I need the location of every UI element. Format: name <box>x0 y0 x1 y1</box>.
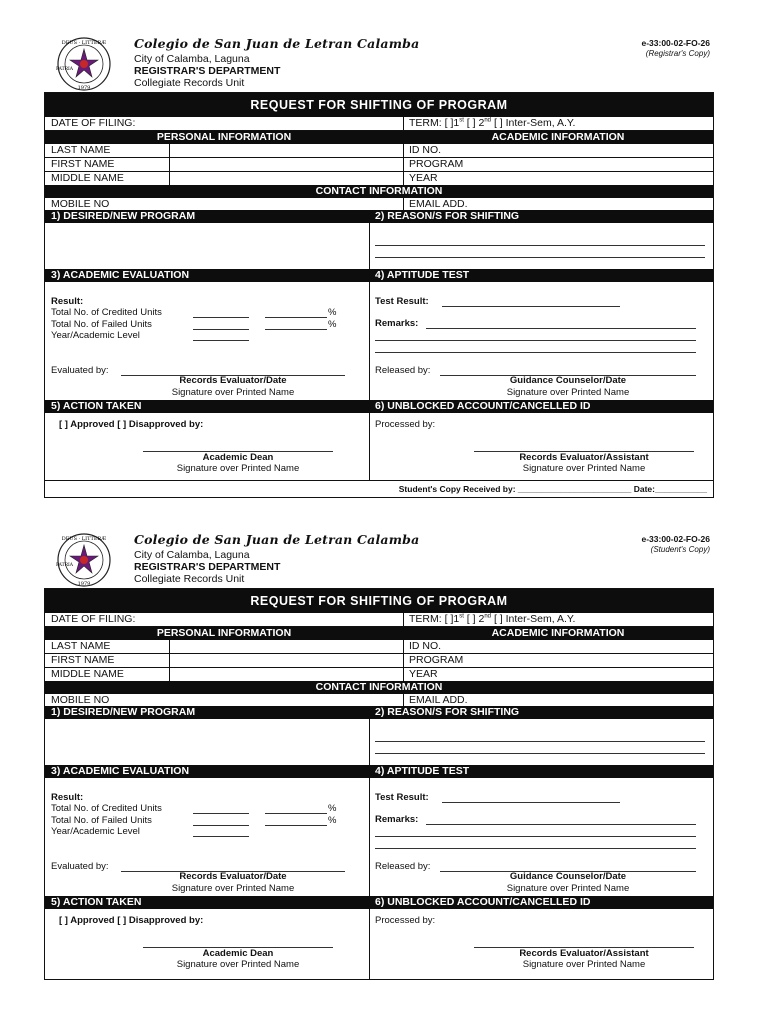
id-no-field[interactable]: ID NO. <box>403 640 713 653</box>
section-3-4-body <box>45 778 713 896</box>
aptitude-test-box <box>369 778 713 896</box>
remarks-line <box>375 836 696 837</box>
shifting-form <box>44 92 714 498</box>
credited-units-field[interactable] <box>193 317 249 318</box>
signature-label: Signature over Printed Name <box>176 463 300 474</box>
section-5-6-header <box>45 400 713 413</box>
desired-program-field[interactable] <box>45 223 369 269</box>
year-level-field[interactable] <box>193 340 249 341</box>
remarks-label: Remarks: <box>375 318 419 329</box>
approval-checkboxes[interactable]: [ ] Approved [ ] Disapproved by: <box>59 419 204 430</box>
aptitude-test-header: 4) APTITUDE TEST <box>375 269 470 281</box>
year-field[interactable]: YEAR <box>403 172 713 185</box>
approval-checkboxes[interactable]: [ ] Approved [ ] Disapproved by: <box>59 915 204 926</box>
middle-name-field[interactable] <box>169 668 403 681</box>
contact-row <box>45 694 713 706</box>
first-name-row <box>45 158 713 172</box>
first-name-row <box>45 654 713 668</box>
section-3-4-body <box>45 282 713 400</box>
signature-label: Signature over Printed Name <box>522 463 646 474</box>
svg-text:1979: 1979 <box>77 85 91 91</box>
date-term-row <box>45 117 713 131</box>
failed-percent-field[interactable] <box>265 329 327 330</box>
academic-evaluation-box <box>45 282 369 400</box>
reasons-field[interactable] <box>369 223 713 269</box>
credited-percent-field[interactable] <box>265 813 327 814</box>
credited-units-field[interactable] <box>193 813 249 814</box>
remarks-line <box>375 352 696 353</box>
school-city: City of Calamba, Laguna <box>134 549 250 561</box>
form-code: e-33:00-02-FO-26 <box>641 38 710 48</box>
last-name-field[interactable] <box>169 640 403 653</box>
reasons-field[interactable] <box>369 719 713 765</box>
first-name-field[interactable] <box>169 654 403 667</box>
last-name-label: LAST NAME <box>51 144 111 156</box>
desired-program-field[interactable] <box>45 719 369 765</box>
term-field[interactable]: TERM: [ ]1st [ ] 2nd [ ] Inter-Sem, A.Y. <box>403 117 713 130</box>
action-taken-header: 5) ACTION TAKEN <box>51 400 142 412</box>
reason-line <box>375 245 705 246</box>
reason-line <box>375 753 705 754</box>
credited-units-label: Total No. of Credited Units <box>51 307 162 318</box>
last-name-field[interactable] <box>169 144 403 157</box>
form-code: e-33:00-02-FO-26 <box>641 534 710 544</box>
personal-information-header: PERSONAL INFORMATION <box>156 627 292 639</box>
section-1-2-body <box>45 719 713 765</box>
remarks-field[interactable] <box>426 824 696 825</box>
svg-text:1979: 1979 <box>77 581 91 587</box>
remarks-line <box>375 848 696 849</box>
middle-name-label: MIDDLE NAME <box>51 172 124 184</box>
guidance-counselor-date-label: Guidance Counselor/Date <box>509 375 627 386</box>
unblocked-account-header: 6) UNBLOCKED ACCOUNT/CANCELLED ID <box>375 400 591 412</box>
signature-label: Signature over Printed Name <box>506 883 630 894</box>
school-name: Colegio de San Juan de Letran Calamba <box>134 532 420 547</box>
academic-evaluation-header: 3) ACADEMIC EVALUATION <box>51 765 190 777</box>
received-row <box>45 481 713 497</box>
copy-label: (Student's Copy) <box>650 545 710 554</box>
svg-text:DEUS · LITTERÆ: DEUS · LITTERÆ <box>61 40 107 46</box>
form-header <box>44 36 714 92</box>
unblocked-account-box <box>369 909 713 979</box>
date-of-filing-label: DATE OF FILING: <box>51 117 136 129</box>
year-field[interactable]: YEAR <box>403 668 713 681</box>
last-name-label: LAST NAME <box>51 640 111 652</box>
failed-units-field[interactable] <box>193 329 249 330</box>
info-section-headers <box>45 627 713 640</box>
year-level-field[interactable] <box>193 836 249 837</box>
unit-name: Collegiate Records Unit <box>134 77 245 89</box>
email-field[interactable]: EMAIL ADD. <box>403 694 713 706</box>
percent-sign: % <box>328 319 337 330</box>
percent-sign: % <box>328 815 337 826</box>
failed-units-field[interactable] <box>193 825 249 826</box>
academic-evaluation-header: 3) ACADEMIC EVALUATION <box>51 269 190 281</box>
failed-percent-field[interactable] <box>265 825 327 826</box>
signature-label: Signature over Printed Name <box>522 959 646 970</box>
form-header <box>44 532 714 588</box>
registrar-copy <box>44 36 714 498</box>
last-name-row <box>45 144 713 158</box>
records-evaluator-date-label: Records Evaluator/Date <box>179 871 287 882</box>
unblocked-account-header: 6) UNBLOCKED ACCOUNT/CANCELLED ID <box>375 896 591 908</box>
failed-units-label: Total No. of Failed Units <box>51 319 152 330</box>
contact-information-header: CONTACT INFORMATION <box>45 185 713 198</box>
academic-dean-label: Academic Dean <box>202 948 274 959</box>
form-title: REQUEST FOR SHIFTING OF PROGRAM <box>45 93 713 117</box>
reason-line <box>375 741 705 742</box>
svg-text:PATRIA: PATRIA <box>56 563 74 568</box>
form-title: REQUEST FOR SHIFTING OF PROGRAM <box>45 589 713 613</box>
department-name: REGISTRAR'S DEPARTMENT <box>134 65 281 77</box>
section-3-4-header <box>45 765 713 778</box>
desired-program-header: 1) DESIRED/NEW PROGRAM <box>51 706 196 718</box>
unit-name: Collegiate Records Unit <box>134 573 245 585</box>
program-field[interactable]: PROGRAM <box>403 654 713 667</box>
year-level-label: Year/Academic Level <box>51 826 140 837</box>
processed-by-label: Processed by: <box>375 915 436 926</box>
mobile-no-field[interactable]: MOBILE NO <box>51 694 110 706</box>
school-seal-icon <box>52 532 116 588</box>
svg-text:DEUS · LITTERÆ: DEUS · LITTERÆ <box>61 536 107 542</box>
date-of-filing-label: DATE OF FILING: <box>51 613 136 625</box>
middle-name-field[interactable] <box>169 172 403 185</box>
remarks-field[interactable] <box>426 328 696 329</box>
school-city: City of Calamba, Laguna <box>134 53 250 65</box>
records-evaluator-assistant-label: Records Evaluator/Assistant <box>519 452 649 463</box>
records-evaluator-assistant-label: Records Evaluator/Assistant <box>519 948 649 959</box>
action-taken-header: 5) ACTION TAKEN <box>51 896 142 908</box>
middle-name-row <box>45 172 713 185</box>
personal-information-header: PERSONAL INFORMATION <box>156 131 292 143</box>
copy-label: (Registrar's Copy) <box>645 49 710 58</box>
contact-information-header: CONTACT INFORMATION <box>45 681 713 694</box>
mobile-no-field[interactable]: MOBILE NO <box>51 198 110 210</box>
signature-label: Signature over Printed Name <box>176 959 300 970</box>
failed-units-label: Total No. of Failed Units <box>51 815 152 826</box>
section-1-2-body <box>45 223 713 269</box>
info-section-headers <box>45 131 713 144</box>
last-name-row <box>45 640 713 654</box>
id-no-field[interactable]: ID NO. <box>403 144 713 157</box>
academic-information-header: ACADEMIC INFORMATION <box>491 627 625 639</box>
first-name-label: FIRST NAME <box>51 654 115 666</box>
section-3-4-header <box>45 269 713 282</box>
student-copy <box>44 532 714 980</box>
school-seal-icon <box>52 36 116 92</box>
evaluated-by-label: Evaluated by: <box>51 365 109 376</box>
signature-label: Signature over Printed Name <box>171 883 295 894</box>
date-term-row <box>45 613 713 627</box>
section-5-6-body <box>45 909 713 979</box>
unblocked-account-box <box>369 413 713 480</box>
year-level-label: Year/Academic Level <box>51 330 140 341</box>
program-field[interactable]: PROGRAM <box>403 158 713 171</box>
signature-label: Signature over Printed Name <box>506 387 630 398</box>
percent-sign: % <box>328 307 337 318</box>
reason-line <box>375 257 705 258</box>
test-result-field[interactable] <box>442 306 620 307</box>
middle-name-label: MIDDLE NAME <box>51 668 124 680</box>
aptitude-test-header: 4) APTITUDE TEST <box>375 765 470 777</box>
released-by-label: Released by: <box>375 365 431 376</box>
credited-units-label: Total No. of Credited Units <box>51 803 162 814</box>
academic-information-header: ACADEMIC INFORMATION <box>491 131 625 143</box>
department-name: REGISTRAR'S DEPARTMENT <box>134 561 281 573</box>
school-name: Colegio de San Juan de Letran Calamba <box>134 36 420 51</box>
middle-name-row <box>45 668 713 681</box>
remarks-label: Remarks: <box>375 814 419 825</box>
section-5-6-body <box>45 413 713 481</box>
academic-evaluation-box <box>45 778 369 896</box>
records-evaluator-date-label: Records Evaluator/Date <box>179 375 287 386</box>
reasons-header: 2) REASON/S FOR SHIFTING <box>375 706 520 718</box>
first-name-label: FIRST NAME <box>51 158 115 170</box>
term-field[interactable]: TERM: [ ]1st [ ] 2nd [ ] Inter-Sem, A.Y. <box>403 613 713 626</box>
academic-dean-label: Academic Dean <box>202 452 274 463</box>
result-label: Result: <box>51 792 84 803</box>
action-taken-box <box>45 413 369 480</box>
aptitude-test-box <box>369 282 713 400</box>
test-result-label: Test Result: <box>375 296 429 307</box>
evaluated-by-label: Evaluated by: <box>51 861 109 872</box>
section-5-6-header <box>45 896 713 909</box>
test-result-field[interactable] <box>442 802 620 803</box>
percent-sign: % <box>328 803 337 814</box>
section-1-2-header <box>45 706 713 719</box>
reasons-header: 2) REASON/S FOR SHIFTING <box>375 210 520 222</box>
email-field[interactable]: EMAIL ADD. <box>403 198 713 210</box>
desired-program-header: 1) DESIRED/NEW PROGRAM <box>51 210 196 222</box>
remarks-line <box>375 340 696 341</box>
shifting-form <box>44 588 714 980</box>
svg-text:PATRIA: PATRIA <box>56 67 74 72</box>
processed-by-label: Processed by: <box>375 419 436 430</box>
action-taken-box <box>45 909 369 979</box>
guidance-counselor-date-label: Guidance Counselor/Date <box>509 871 627 882</box>
result-label: Result: <box>51 296 84 307</box>
students-copy-received-field[interactable]: Student's Copy Received by: ________________________ Date:___________ <box>398 484 707 494</box>
released-by-label: Released by: <box>375 861 431 872</box>
credited-percent-field[interactable] <box>265 317 327 318</box>
contact-row <box>45 198 713 210</box>
section-1-2-header <box>45 210 713 223</box>
signature-label: Signature over Printed Name <box>171 387 295 398</box>
test-result-label: Test Result: <box>375 792 429 803</box>
first-name-field[interactable] <box>169 158 403 171</box>
